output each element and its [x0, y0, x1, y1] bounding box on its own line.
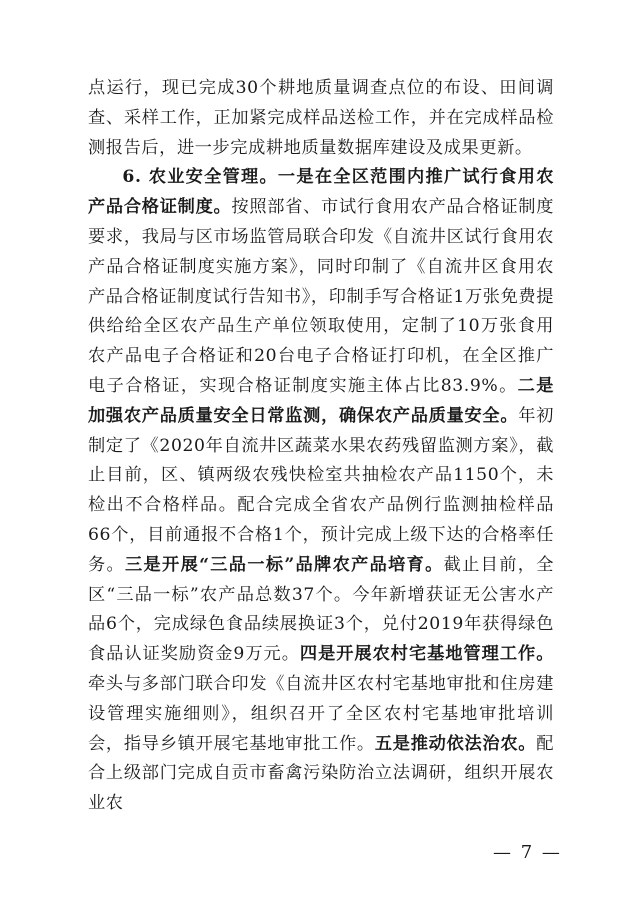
body-text — [88, 74, 554, 819]
subheading-law: 五是推动依法治农。 — [374, 733, 537, 754]
subheading-monitoring: 二是加强农产品质量安全日常监测，确保农产品质量安全。 — [88, 375, 554, 426]
paragraph-text: 配合上级部门完成自贡市畜禽污染防治立法调研，组织开展农业农 — [88, 733, 554, 814]
subheading-brand: 三是开展“三品一标”品牌农产品培育。 — [125, 554, 444, 575]
paragraph-text: 截止目前，全区“三品一标”农产品总数37个。今年新增获证无公害水产品6个，完成绿色食品续展换证3个，兑付2019年获得绿色食品认证奖励资金9万元。 — [88, 554, 555, 665]
paragraph-text: 年初制定了《2020年自流井区蔬菜水果农药残留监测方案》，截止目前，区、镇两级农残快检室共抽检农产品1150个，未检出不合格样品。配合完成全省农产品例行监测抽检样品66个，目前通报不合格1个，预计完成上级下达的合格率任务。 — [88, 405, 554, 575]
paragraph-text: 按照部省、市试行食用农产品合格证制度要求，我局与区市场监管局联合印发《自流井区试行食用农产品合格证制度实施方案》，同时印制了《自流井区食用农产品合格证制度试行告知书》，印制手写合格证1万张免费提供给给全区农产品生产单位领取使用，定制了10万张食用农产品电子合格证和20台电子合格证打印机，在全区推广电子合格证，实现合格证制度实施主体占比83.9%。 — [88, 197, 554, 396]
section-heading: 6. 农业安全管理。一是在全区范围内推广试行食用农产品合格证制度。 — [88, 167, 554, 218]
paragraph-text: 点运行，现已完成30个耕地质量调查点位的布设、田间调查、采样工作，正加紧完成样品送检工作，并在完成样品检测报告后，进一步完成耕地质量数据库建设及成果更新。 — [88, 78, 554, 158]
paragraph-text: 牵头与多部门联合印发《自流井区农村宅基地审批和住房建设管理实施细则》，组织召开了全区农村宅基地审批培训会，指导乡镇开展宅基地审批工作。 — [88, 673, 554, 754]
page-number: — 7 — — [493, 842, 562, 863]
paragraph-continuation — [88, 74, 554, 163]
paragraph-agricultural-safety — [88, 163, 554, 819]
subheading-homestead: 四是开展农村宅基地管理工作。 — [299, 644, 554, 665]
